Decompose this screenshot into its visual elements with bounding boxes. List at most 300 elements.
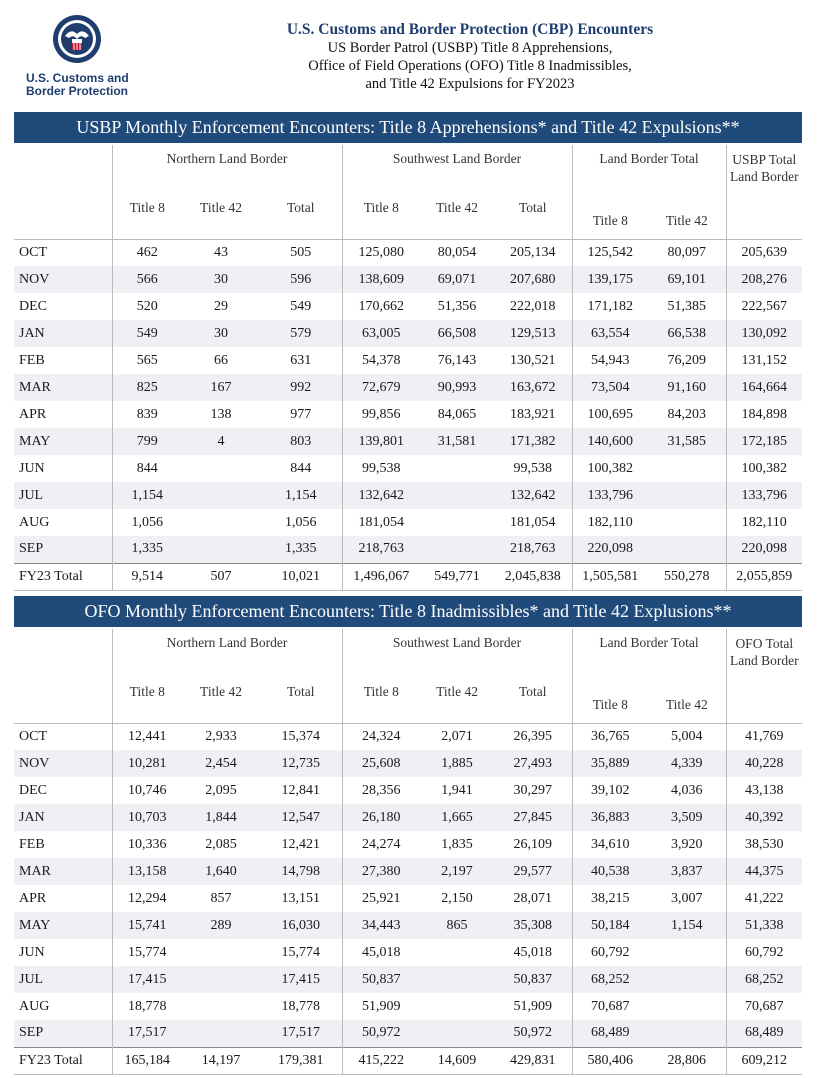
month-label: AUG	[19, 998, 50, 1014]
cell-st: 183,921	[510, 406, 556, 422]
table-row	[14, 374, 802, 401]
cell-s42: 66,508	[420, 320, 494, 347]
subtitle-line3: and Title 42 Expulsions for FY2023	[365, 76, 575, 92]
cell-l42: 91,160	[648, 374, 726, 401]
cell-s8: 218,763	[342, 536, 420, 563]
column-header-t8: Title 8	[572, 661, 648, 723]
cell-nt: 12,841	[281, 782, 321, 798]
cell-n8: 15,741	[112, 912, 182, 939]
cell-nt: 803	[260, 428, 342, 455]
column-header-t8: Title 8	[572, 177, 648, 239]
usbp-section-title: USBP Monthly Enforcement Encounters: Title 8 Apprehensions* and Title 42 Expulsions**	[14, 112, 802, 143]
cell-nt: 1,154	[260, 482, 342, 509]
cell-n42: 66	[214, 352, 228, 368]
cell-st: 30,297	[513, 782, 553, 798]
cell-l8: 36,765	[572, 723, 648, 750]
cell-n42: 2,454	[182, 750, 260, 777]
cell-s42: 2,071	[420, 723, 494, 750]
cell-n8: 17,415	[112, 966, 182, 993]
cell-l8: 139,175	[572, 266, 648, 293]
cell-st: 29,577	[494, 858, 572, 885]
month-label: MAR	[14, 374, 112, 401]
cell-n42: 30	[182, 320, 260, 347]
table-row	[14, 401, 802, 428]
cell-n8: 18,778	[112, 993, 182, 1020]
cell-tot: 205,639	[726, 239, 802, 266]
cell-st: 45,018	[513, 944, 553, 960]
total-cell-tot: 609,212	[726, 1047, 802, 1074]
cell-n42	[182, 993, 260, 1020]
land-border-total-header: Land Border Total	[572, 629, 726, 661]
cell-s8: 54,378	[342, 347, 420, 374]
cell-l8: 68,252	[572, 966, 648, 993]
cell-nt: 15,774	[281, 944, 321, 960]
cell-n8: 844	[112, 455, 182, 482]
column-header-t42: Title 42	[200, 683, 242, 699]
cell-n8: 10,336	[112, 831, 182, 858]
cell-nt: 631	[290, 352, 312, 368]
cell-s42: 80,054	[420, 239, 494, 266]
cell-s42: 76,143	[437, 352, 477, 368]
cell-s8: 24,274	[342, 831, 420, 858]
cell-n42	[182, 939, 260, 966]
cell-nt: 17,415	[260, 966, 342, 993]
table-row	[14, 804, 802, 831]
cell-n8: 12,294	[112, 885, 182, 912]
month-label: JUN	[19, 460, 45, 476]
cell-s8: 24,324	[342, 723, 420, 750]
cell-tot: 68,252	[726, 966, 802, 993]
cell-nt: 16,030	[260, 912, 342, 939]
cell-n8: 1,154	[112, 482, 182, 509]
cell-l8: 40,538	[572, 858, 648, 885]
usbp-table	[14, 145, 802, 591]
cell-s8: 181,054	[342, 509, 420, 536]
month-label: APR	[19, 406, 47, 422]
cell-tot: 100,382	[726, 455, 802, 482]
cell-l8: 35,889	[572, 750, 648, 777]
total-label: FY23 Total	[14, 1047, 112, 1074]
cell-s42: 84,065	[437, 406, 477, 422]
month-label: NOV	[14, 750, 112, 777]
total-land-border-label: USBP Total Land Border	[729, 152, 799, 184]
total-cell-l42: 550,278	[648, 563, 726, 590]
cell-l8: 60,792	[572, 939, 648, 966]
cell-l42: 84,203	[667, 406, 707, 422]
cell-l42: 4,036	[671, 782, 703, 798]
cell-s42: 31,581	[420, 428, 494, 455]
cell-l42	[648, 509, 726, 536]
cell-s8: 50,972	[342, 1020, 420, 1047]
total-land-border-label: OFO Total Land Border	[729, 636, 799, 668]
cell-n8: 520	[112, 293, 182, 320]
table-row	[14, 966, 802, 993]
subtitle-line1: US Border Patrol (USBP) Title 8 Apprehensions,	[327, 40, 613, 56]
cell-s8: 51,909	[342, 993, 420, 1020]
total-cell-l8: 580,406	[572, 1047, 648, 1074]
total-cell-l42: 28,806	[648, 1047, 726, 1074]
month-label: AUG	[19, 514, 50, 530]
cell-l42: 4,339	[648, 750, 726, 777]
cell-n8: 566	[112, 266, 182, 293]
report-header	[0, 0, 820, 112]
month-label: MAY	[14, 428, 112, 455]
cell-n8: 13,158	[112, 858, 182, 885]
cell-s8: 26,180	[342, 804, 420, 831]
table-row	[14, 347, 802, 374]
month-label: SEP	[14, 536, 112, 563]
total-cell-n8: 9,514	[112, 563, 182, 590]
column-header-t8: Title 8	[112, 661, 182, 723]
table-row	[14, 1020, 802, 1047]
cell-nt: 549	[290, 298, 312, 314]
cell-n42: 30	[182, 266, 260, 293]
subtitle-line2: Office of Field Operations (OFO) Title 8 Inadmissibles,	[308, 58, 632, 74]
total-cell-st: 2,045,838	[494, 563, 572, 590]
column-header-total: Total	[519, 683, 547, 699]
cell-s8: 45,018	[342, 939, 420, 966]
cell-n42: 43	[182, 239, 260, 266]
cell-s8: 25,921	[342, 885, 420, 912]
total-cell-tot: 2,055,859	[726, 563, 802, 590]
cell-s42: 51,356	[437, 298, 477, 314]
cell-n8: 839	[112, 401, 182, 428]
cell-st: 35,308	[494, 912, 572, 939]
cell-st: 27,845	[494, 804, 572, 831]
cell-s8: 63,005	[342, 320, 420, 347]
cell-n42	[182, 536, 260, 563]
northern-land-border-header: Northern Land Border	[112, 629, 342, 661]
cell-st: 205,134	[494, 239, 572, 266]
cell-l42	[648, 482, 726, 509]
sub-header-row	[14, 661, 802, 723]
cell-l42: 31,585	[648, 428, 726, 455]
cell-l8: 171,182	[572, 293, 648, 320]
month-label: DEC	[19, 298, 47, 314]
cell-nt: 1,056	[285, 514, 317, 530]
cell-l8: 63,554	[572, 320, 648, 347]
cell-tot: 44,375	[726, 858, 802, 885]
cell-tot: 172,185	[726, 428, 802, 455]
cell-n42	[182, 482, 260, 509]
month-label: JUN	[19, 944, 45, 960]
cell-l42: 3,837	[648, 858, 726, 885]
cell-s42: 1,835	[441, 836, 473, 852]
cell-l42	[648, 966, 726, 993]
table-row	[14, 266, 802, 293]
fy23-total-row	[14, 563, 802, 590]
cell-l8: 140,600	[572, 428, 648, 455]
month-label: OCT	[14, 723, 112, 750]
group-header-row	[14, 629, 802, 661]
total-label: FY23 Total	[14, 563, 112, 590]
cbp-logo	[22, 14, 132, 98]
cell-nt: 977	[290, 406, 312, 422]
total-cell-s8: 1,496,067	[342, 563, 420, 590]
cell-st: 51,909	[513, 998, 553, 1014]
cell-l8: 125,542	[572, 239, 648, 266]
cell-s42	[420, 939, 494, 966]
cell-n42: 138	[210, 406, 232, 422]
cell-tot: 164,664	[726, 374, 802, 401]
cell-s8: 28,356	[342, 777, 420, 804]
total-cell-s42: 14,609	[420, 1047, 494, 1074]
cell-tot: 131,152	[726, 347, 802, 374]
cell-l8: 100,695	[572, 401, 648, 428]
cell-st: 26,109	[513, 836, 553, 852]
table-row	[14, 509, 802, 536]
cell-l8: 50,184	[572, 912, 648, 939]
table-row	[14, 858, 802, 885]
cell-s42: 1,665	[420, 804, 494, 831]
cell-n42: 29	[214, 298, 228, 314]
org-name-line1: U.S. Customs and	[26, 71, 129, 85]
table-row	[14, 536, 802, 563]
cell-n8: 462	[112, 239, 182, 266]
total-cell-l8: 1,505,581	[572, 563, 648, 590]
cell-tot: 60,792	[726, 939, 802, 966]
cell-n42: 289	[182, 912, 260, 939]
cell-st: 50,837	[494, 966, 572, 993]
cell-s42	[420, 509, 494, 536]
cell-s8: 34,443	[342, 912, 420, 939]
cell-l8: 34,610	[572, 831, 648, 858]
group-header-row	[14, 145, 802, 177]
cell-tot: 70,687	[726, 993, 802, 1020]
cell-n42: 2,095	[205, 782, 237, 798]
ofo-section-title: OFO Monthly Enforcement Encounters: Title 8 Inadmissibles* and Title 42 Explusions**	[14, 596, 802, 627]
cell-st: 218,763	[494, 536, 572, 563]
total-cell-s8: 415,222	[342, 1047, 420, 1074]
cell-s8: 125,080	[342, 239, 420, 266]
total-land-border-header	[726, 629, 802, 723]
column-header-total: Total	[286, 199, 315, 215]
cell-n8: 549	[112, 320, 182, 347]
cell-s8: 99,856	[342, 401, 420, 428]
cell-nt: 15,374	[260, 723, 342, 750]
cell-n8: 10,746	[112, 777, 182, 804]
cell-n42: 1,844	[182, 804, 260, 831]
column-header-t8: Title 8	[342, 661, 420, 723]
ofo-table	[14, 629, 802, 1075]
cell-s8: 139,801	[342, 428, 420, 455]
cell-n42: 2,933	[182, 723, 260, 750]
cell-tot: 208,276	[726, 266, 802, 293]
cell-nt: 596	[260, 266, 342, 293]
cell-s8: 138,609	[342, 266, 420, 293]
cell-l42: 66,538	[648, 320, 726, 347]
corner-cell	[14, 145, 112, 239]
cell-l8: 39,102	[572, 777, 648, 804]
table-row	[14, 831, 802, 858]
cell-l8: 220,098	[572, 536, 648, 563]
cell-l42: 76,209	[667, 352, 707, 368]
cell-st: 27,493	[494, 750, 572, 777]
cell-tot: 41,222	[726, 885, 802, 912]
cell-l42	[648, 536, 726, 563]
cell-l8: 38,215	[572, 885, 648, 912]
total-cell-n8: 165,184	[112, 1047, 182, 1074]
cell-s8: 132,642	[342, 482, 420, 509]
cell-l42: 5,004	[648, 723, 726, 750]
cell-l8: 70,687	[572, 993, 648, 1020]
cell-s8: 50,837	[342, 966, 420, 993]
cell-st: 130,521	[510, 352, 556, 368]
fy23-total-row	[14, 1047, 802, 1074]
cell-tot: 40,392	[726, 804, 802, 831]
total-cell-n42: 14,197	[182, 1047, 260, 1074]
cell-n42: 2,085	[205, 836, 237, 852]
cell-s42	[420, 536, 494, 563]
cell-l8: 133,796	[572, 482, 648, 509]
month-label: JUL	[14, 966, 112, 993]
cell-s8: 99,538	[342, 455, 420, 482]
cell-n42: 857	[210, 890, 232, 906]
cell-st: 99,538	[513, 460, 553, 476]
cell-s42: 865	[420, 912, 494, 939]
cell-n42: 1,640	[182, 858, 260, 885]
table-row	[14, 293, 802, 320]
month-label: JAN	[14, 804, 112, 831]
cell-nt: 844	[290, 460, 312, 476]
cell-nt: 579	[260, 320, 342, 347]
cell-nt: 13,151	[281, 890, 321, 906]
cell-s42: 69,071	[420, 266, 494, 293]
northern-land-border-header: Northern Land Border	[112, 145, 342, 177]
cell-n8: 10,281	[112, 750, 182, 777]
cell-s42: 90,993	[420, 374, 494, 401]
cell-l42: 3,920	[671, 836, 703, 852]
cell-tot: 130,092	[726, 320, 802, 347]
cell-tot: 220,098	[726, 536, 802, 563]
cell-n8: 10,703	[112, 804, 182, 831]
cell-l42: 3,509	[648, 804, 726, 831]
total-cell-nt: 179,381	[260, 1047, 342, 1074]
cell-n42: 167	[182, 374, 260, 401]
cell-tot: 184,898	[726, 401, 802, 428]
column-header-t42: Title 42	[200, 199, 242, 215]
month-label: APR	[19, 890, 47, 906]
cell-nt: 12,421	[281, 836, 321, 852]
cell-s42	[420, 993, 494, 1020]
page-title: U.S. Customs and Border Protection (CBP) Encounters	[286, 21, 654, 38]
table-row	[14, 455, 802, 482]
cell-s8: 170,662	[342, 293, 420, 320]
cell-l8: 54,943	[572, 347, 648, 374]
cell-tot: 41,769	[726, 723, 802, 750]
total-cell-n42: 507	[182, 563, 260, 590]
cell-tot: 43,138	[726, 777, 802, 804]
total-cell-st: 429,831	[494, 1047, 572, 1074]
cell-st: 28,071	[513, 890, 553, 906]
month-label: FEB	[19, 352, 45, 368]
column-header-t42: Title 42	[665, 212, 708, 228]
cell-nt: 12,547	[260, 804, 342, 831]
cell-nt: 1,335	[260, 536, 342, 563]
cell-nt: 14,798	[260, 858, 342, 885]
cell-n8: 565	[112, 347, 182, 374]
table-row	[14, 750, 802, 777]
table-row	[14, 993, 802, 1020]
cell-l42: 3,007	[671, 890, 703, 906]
cell-nt: 505	[260, 239, 342, 266]
cell-s42: 2,150	[441, 890, 473, 906]
org-name-line2: Border Protection	[26, 84, 129, 98]
month-label: JAN	[14, 320, 112, 347]
cell-s42	[420, 966, 494, 993]
cell-l42: 1,154	[648, 912, 726, 939]
cell-s8: 27,380	[342, 858, 420, 885]
cell-tot: 68,489	[726, 1020, 802, 1047]
column-header-t42: Title 42	[665, 696, 708, 712]
southwest-land-border-header: Southwest Land Border	[342, 629, 572, 661]
cell-nt: 12,735	[260, 750, 342, 777]
total-land-border-header	[726, 145, 802, 239]
cell-st: 50,972	[494, 1020, 572, 1047]
table-row	[14, 482, 802, 509]
cell-l8: 68,489	[572, 1020, 648, 1047]
cell-st: 163,672	[494, 374, 572, 401]
cell-l42: 51,385	[667, 298, 707, 314]
table-row	[14, 320, 802, 347]
cell-n42	[182, 509, 260, 536]
dhs-seal-icon	[52, 14, 102, 64]
cell-n8: 799	[112, 428, 182, 455]
land-border-total-header: Land Border Total	[572, 145, 726, 177]
cell-tot: 222,567	[726, 293, 802, 320]
total-cell-s42: 549,771	[420, 563, 494, 590]
month-label: MAY	[14, 912, 112, 939]
cell-l8: 36,883	[572, 804, 648, 831]
table-row	[14, 777, 802, 804]
month-label: DEC	[19, 782, 47, 798]
report-titles	[160, 20, 780, 93]
column-header-t42: Title 42	[436, 199, 478, 215]
table-row	[14, 239, 802, 266]
table-row	[14, 885, 802, 912]
cell-n42	[182, 455, 260, 482]
cell-l42: 69,101	[648, 266, 726, 293]
cell-n42	[182, 1020, 260, 1047]
cell-n8: 825	[112, 374, 182, 401]
cell-s42: 1,885	[420, 750, 494, 777]
cell-s42	[420, 482, 494, 509]
cell-st: 171,382	[494, 428, 572, 455]
column-header-t42: Title 42	[436, 683, 478, 699]
cell-st: 207,680	[494, 266, 572, 293]
cell-s42	[420, 455, 494, 482]
column-header-total: Total	[286, 683, 315, 699]
cell-l42	[648, 1020, 726, 1047]
cell-l8: 73,504	[572, 374, 648, 401]
cell-n42	[182, 966, 260, 993]
cell-n8: 12,441	[112, 723, 182, 750]
cell-st: 26,395	[494, 723, 572, 750]
corner-cell	[14, 629, 112, 723]
cell-l42	[648, 939, 726, 966]
cell-st: 181,054	[510, 514, 556, 530]
table-row	[14, 939, 802, 966]
month-label: SEP	[14, 1020, 112, 1047]
table-row	[14, 723, 802, 750]
cell-l42	[648, 993, 726, 1020]
table-row	[14, 912, 802, 939]
cell-st: 132,642	[494, 482, 572, 509]
cell-s8: 72,679	[342, 374, 420, 401]
cell-l42	[648, 455, 726, 482]
sub-header-row	[14, 177, 802, 239]
cell-nt: 992	[260, 374, 342, 401]
